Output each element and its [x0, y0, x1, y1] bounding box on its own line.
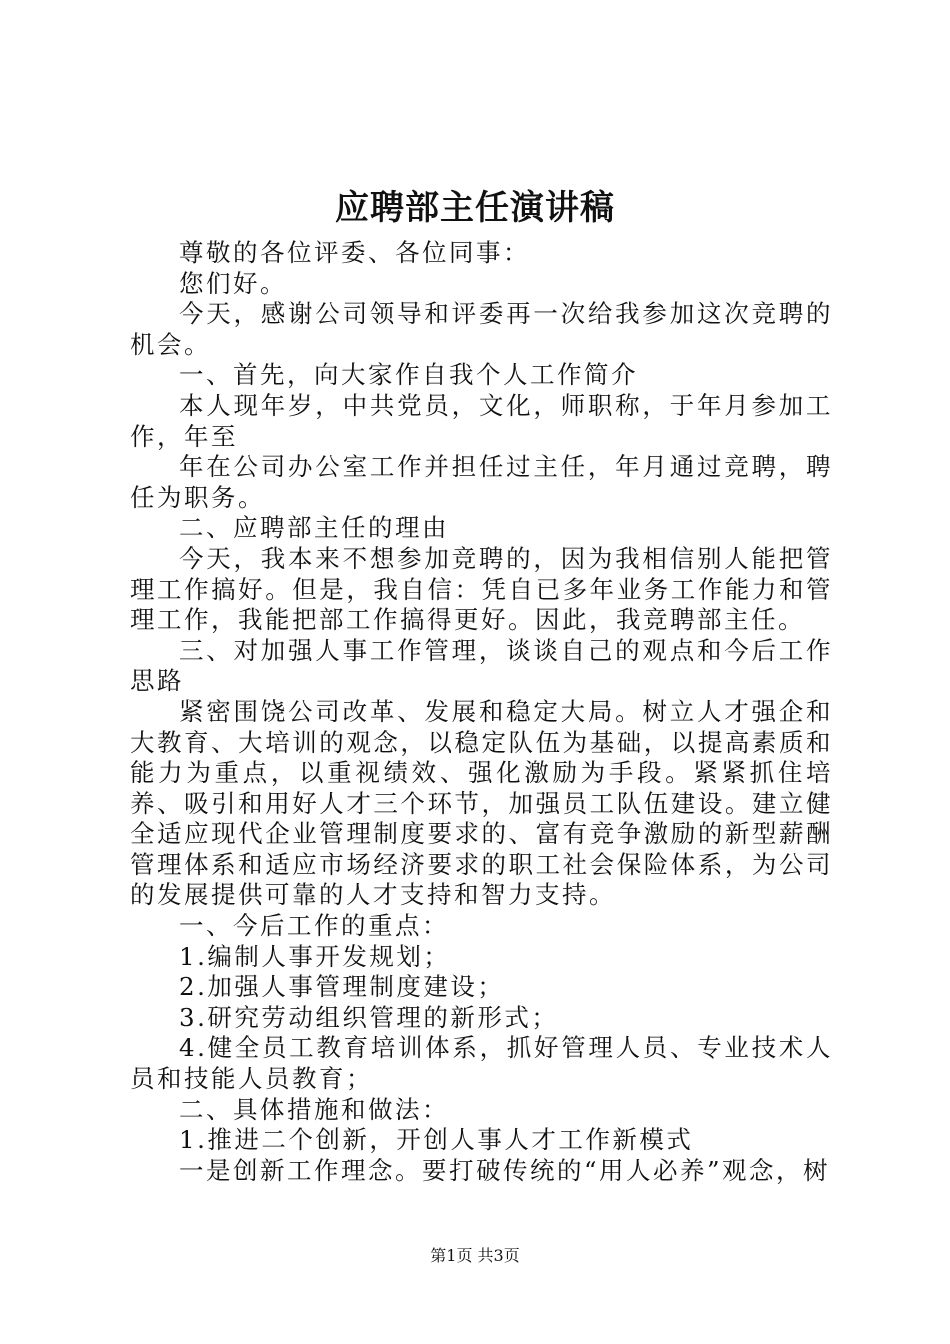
paragraph-greeting: 您们好。	[179, 268, 287, 298]
section-heading-reason: 二、应聘部主任的理由	[179, 513, 449, 543]
paragraph-salutation: 尊敬的各位评委、各位同事：	[179, 238, 530, 267]
paragraph-intro-1: 本人现年岁，中共党员，文化，师职称，于年月参加工作，年至	[130, 390, 833, 451]
paragraph-innovation: 一是创新工作理念。要打破传统的“用人必养”观念，树	[179, 1155, 831, 1185]
paragraph-reason: 今天，我本来不想参加竞聘的，因为我相信别人能把管理工作搞好。但是，我自信：凭自已多年业务工作能力和管理工作，我能把部工作搞得更好。因此，我竞聘部主任。	[130, 543, 833, 635]
section-heading-views: 三、对加强人事工作管理，谈谈自己的观点和今后工作思路	[130, 635, 833, 696]
list-item-4: 4.健全员工教育培训体系，抓好管理人员、专业技术人员和技能人员教育；	[130, 1033, 833, 1094]
list-item-2: 2.加强人事管理制度建设；	[179, 972, 505, 1002]
paragraph-thanks: 今天，感谢公司领导和评委再一次给我参加这次竞聘的机会。	[130, 299, 833, 359]
page-title: 应聘部主任演讲稿	[335, 188, 615, 228]
list-item-3: 3.研究劳动组织管理的新形式；	[179, 1002, 559, 1032]
paragraph-views: 紧密围饶公司改革、发展和稳定大局。树立人才强企和大教育、大培训的观念，以稳定队伍为基础，以提高素质和能力为重点，以重视绩效、强化激励为手段。紧紧抓住培养、吸引和用好人才三个环节，加强员工队伍建设。建立健全适应现代企业管理制度要求的、富有竞争激励的新型薪酬管理体系和适应市场经济要求的职工社会保险体系，为公司的发展提供可靠的人才支持和智力支持。	[130, 696, 833, 910]
section-heading-intro: 一、首先，向大家作自我个人工作简介	[179, 360, 638, 390]
subheading-measures: 二、具体措施和做法：	[179, 1094, 449, 1124]
page-indicator: 第1页 共3页	[430, 1246, 520, 1265]
list-item-1: 1.编制人事开发规划；	[179, 941, 451, 971]
subheading-key-work: 一、今后工作的重点：	[179, 911, 449, 941]
paragraph-intro-2: 年在公司办公室工作并担任过主任，年月通过竞聘，聘任为职务。	[130, 452, 833, 512]
list-item-measure-1: 1.推进二个创新，开创人事人才工作新模式	[179, 1125, 694, 1155]
document-body	[130, 238, 833, 1186]
